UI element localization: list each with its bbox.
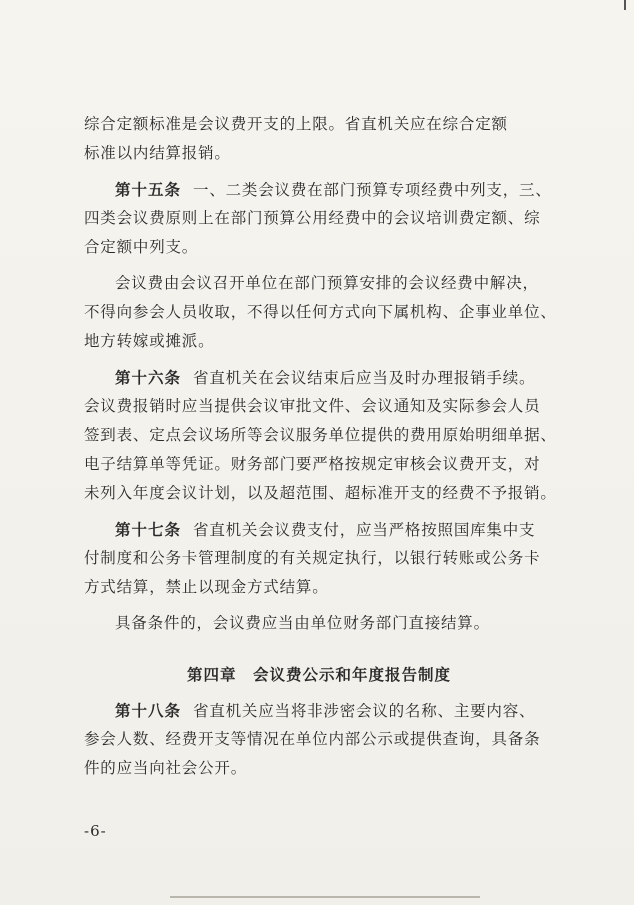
- text-line: 地方转嫁或摊派。: [84, 332, 215, 350]
- text-line: 签到表、定点会议场所等会议服务单位提供的费用原始明细单据、: [84, 426, 557, 444]
- article-text: 一、二类会议费在部门预算专项经费中列支，三、: [193, 181, 552, 199]
- scan-mark: [624, 0, 626, 10]
- text-line: 不得向参会人员收取，不得以任何方式向下属机构、企事业单位、: [84, 303, 557, 321]
- article-number: 第十六条: [115, 368, 182, 387]
- text-line: 合定额中列支。: [84, 238, 199, 256]
- text-line: 件的应当向社会公开。: [84, 759, 248, 777]
- text-line: 四类会议费原则上在部门预算公用经费中的会议培训费定额、综: [84, 209, 541, 227]
- text-line: 具备条件的，会议费应当由单位财务部门直接结算。: [115, 614, 490, 632]
- article-text: 省直机关在会议结束后应当及时办理报销手续。: [193, 369, 536, 387]
- article-18: [84, 696, 554, 725]
- article-text: 省直机关应当将非涉密会议的名称、主要内容、: [193, 702, 536, 720]
- text-line: 方式结算，禁止以现金方式结算。: [84, 578, 329, 596]
- text-line: 付制度和公务卡管理制度的有关规定执行，以银行转账或公务卡: [84, 549, 541, 567]
- article-number: 第十五条: [115, 180, 182, 199]
- text-line: 标准以内结算报销。: [84, 144, 231, 162]
- text-line: 会议费由会议召开单位在部门预算安排的会议经费中解决，: [115, 274, 539, 292]
- article-number: 第十七条: [115, 520, 182, 539]
- chapter-heading: 第四章 会议费公示和年度报告制度: [186, 665, 451, 684]
- article-17: [84, 515, 554, 544]
- text-line: 会议费报销时应当提供会议审批文件、会议通知及实际参会人员: [84, 397, 541, 415]
- text-line: 电子结算单等凭证。财务部门要严格按规定审核会议费开支，对: [84, 455, 541, 473]
- text-line: 参会人数、经费开支等情况在单位内部公示或提供查询，具备条: [84, 730, 541, 748]
- article-16: [84, 363, 554, 392]
- text-line: 综合定额标准是会议费开支的上限。省直机关应在综合定额: [84, 115, 508, 133]
- page-number: -6-: [84, 822, 107, 840]
- article-15: [84, 175, 554, 204]
- article-text: 省直机关会议费支付，应当严格按照国库集中支: [193, 521, 536, 539]
- text-line: 未列入年度会议计划，以及超范围、超标准开支的经费不予报销。: [84, 484, 557, 502]
- document-body: [84, 110, 557, 783]
- scan-shadow: [170, 896, 480, 898]
- article-number: 第十八条: [115, 701, 182, 720]
